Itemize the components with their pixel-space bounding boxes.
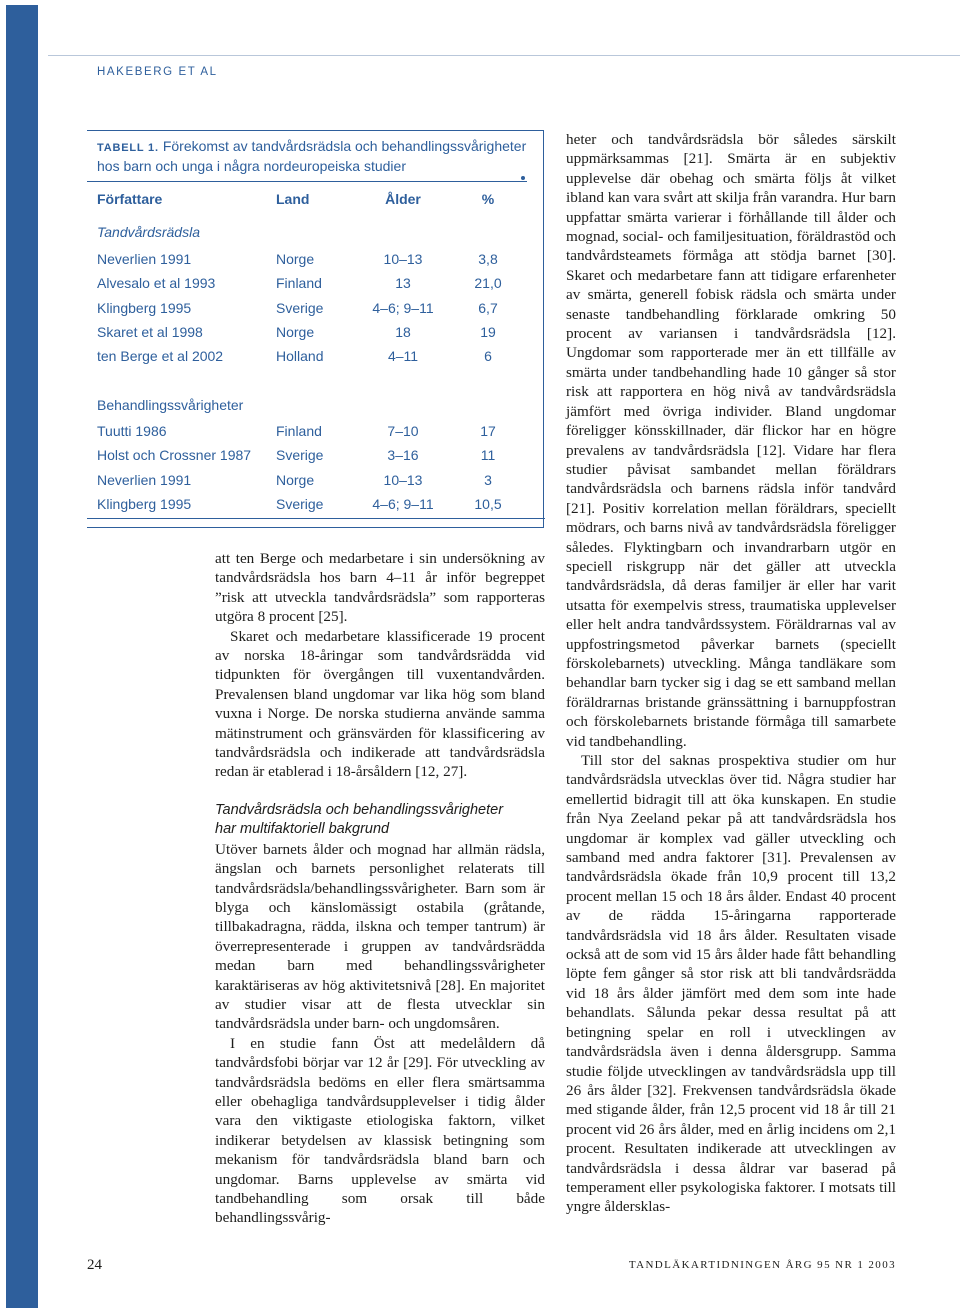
cell-author: Neverlien 1991 [97, 251, 192, 267]
cell-country: Norge [276, 472, 315, 488]
cell-age: 4–11 [387, 348, 419, 364]
cell-author: Holst och Crossner 1987 [97, 447, 252, 463]
paragraph: I en studie fann Öst att medelåldern då tandvårdsfobi börjar var 12 år [29]. För utveckling av tandvårdsrädsla bedöms en eller flera smärtsamma eller obehagliga tandvårdsupplevelser i tidig ålder vara den viktigaste etiologiska faktorn, vilket indikerar betydelsen av klassisk betingning som mekanism för tandvårdsrädsla bland barn och ungdomar. Barns upplevelse av smärta vid tandbehandling som orsak till både behandlingssvårig- [215, 1034, 545, 1227]
cell-percent: 6,7 [478, 300, 498, 316]
cell-age: 3–16 [387, 447, 419, 463]
cell-author: Klingberg 1995 [97, 300, 192, 316]
cell-percent: 3,8 [478, 251, 498, 267]
col-header-country: Land [276, 191, 310, 207]
cell-age: 13 [395, 275, 411, 291]
table-section-behaviour: Behandlingssvårigheter [97, 397, 244, 413]
cell-age: 4–6; 9–11 [372, 300, 434, 316]
cell-age: 7–10 [387, 423, 419, 439]
top-rule [48, 55, 960, 56]
section-subheading [215, 801, 545, 840]
table-section-fear: Tandvårdsrädsla [97, 224, 200, 240]
table-bottom-rule [87, 518, 545, 519]
journal-footer: TANDLÄKARTIDNINGEN ÅRG 95 NR 1 2003 [628, 1259, 896, 1271]
cell-age: 10–13 [383, 472, 423, 488]
cell-author: ten Berge et al 2002 [97, 348, 224, 364]
cell-country: Sverige [276, 300, 324, 316]
cell-country: Sverige [276, 447, 324, 463]
subheading-line-2: har multifaktoriell bakgrund [215, 821, 390, 838]
cell-country: Holland [276, 348, 324, 364]
table-caption [97, 137, 532, 175]
paragraph: Utöver barnets ålder och mognad har allmän rädsla, ängslan och barnets personlighet relaterats till tandvårdsrädsla/behandlingssvårigheter. Barn som är blyga och känslomässigt ostabila (gråtande, tillbakadragna, rädda, ilskna och temper tantrum) är överrepresenterade i gruppen av tandvårdsrädda medan barn med behandlingssvårigheter karaktäriseras av hög aktivitetsnivå [28]. En majoritet av studier visar att de flesta utvecklar sin tandvårdsrädsla under barn- och ungdomsåren. [215, 840, 545, 1033]
cell-percent: 11 [480, 447, 496, 463]
subheading-line-1: Tandvårdsrädsla och behandlingssvårigheter [215, 801, 504, 818]
table-header-rule [87, 181, 527, 182]
table-rule-dot [521, 176, 525, 180]
paragraph: heter och tandvårdsrädsla bör således särskilt uppmärksammas [21]. Smärta är en subjektiv upplevelse där obehag och smärta följs åt vilket ibland kan vara svårt att skilja från varandra. Hur barn uppfattar smärta varierar i förhållande till ålder och mognad, social- och familjesituation, föräldrastöd och tandvårdsteamets förmåga att stödja barnet [30]. Skaret och medarbetare fann att tidigare erfarenheter av smärta, generell fobisk rädsla och smärta under senaste tandbehandling förklarade omkring 50 procent av variansen i tandvårdsrädsla [12]. Ungdomar som rapporterade mer än ett tillfälle av smärta under tandbehandling hade 10 gånger så stor risk att rapportera en hög nivå av tandvårdsrädsla jämfört med övriga individer. Bland ungdomar föreligger könsskillnader, där flickor har en högre prevalens av tandvårdsrädsla [12]. Vidare har flera studier påvisat sambandet mellan föräldrars tandvårdsrädsla och barnens rädsla inför tandvård [21]. Positiv korrelation mellan föräldrars, speciellt mödrars, och barns nivå av tandvårdsrädsla föreligger således. Flyktingbarn och invandrarbarn utgör en speciell riskgrupp när det gäller att utveckla tandvårdsrädsla, då deras familjer är eller har varit utsatta för exempelvis stress, traumatiska upplevelser eller helt andra tandvårdssystem. Föräldrarnas val av uppfostringsmetod påverkar barnets (speciellt förskolebarnets) utveckling. Många tandläkare som behandlar barn tycker sig i dag se ett samband mellan föräldrarnas bristande gränssättning i barnuppfostran och förskolebarnets bristande förmåga till samarbete vid tandbehandling. [566, 131, 896, 750]
middle-column [215, 549, 545, 1228]
cell-author: Klingberg 1995 [97, 496, 192, 512]
paragraph: att ten Berge och medarbetare i sin undersökning av tandvårdsrädsla hos barn 4–11 år inför begreppet ”risk att utveckla tandvårdsrädsla” som rapporteras utgöra 8 procent [25]. [215, 550, 545, 626]
page-number: 24 [87, 1257, 102, 1273]
cell-author: Tuutti 1986 [97, 423, 167, 439]
cell-age: 10–13 [383, 251, 423, 267]
cell-age: 4–6; 9–11 [372, 496, 434, 512]
cell-percent: 21,0 [474, 275, 502, 291]
cell-author: Alvesalo et al 1993 [97, 275, 216, 291]
cell-percent: 17 [480, 423, 496, 439]
table-label: TABELL 1. [97, 142, 159, 154]
col-header-age: Ålder [385, 191, 421, 207]
cell-percent: 10,5 [474, 496, 502, 512]
running-head: HAKEBERG ET AL [97, 66, 218, 78]
right-column [566, 130, 896, 1217]
cell-age: 18 [395, 324, 411, 340]
cell-author: Neverlien 1991 [97, 472, 192, 488]
cell-percent: 19 [480, 324, 496, 340]
cell-author: Skaret et al 1998 [97, 324, 203, 340]
col-header-percent: % [481, 191, 495, 207]
cell-country: Finland [276, 423, 322, 439]
paragraph: Skaret och medarbetare klassificerade 19 procent av norska 18-åringar som tandvårdsrädda vid tidpunkten för övergången till vuxentandvården. Prevalensen bland ungdomar var lika hög som bland vuxna i Norge. De norska studierna använde samma mätinstrument och gränsvärden för klassificering av tandvårdsrädsla och indikerade att tandvårdsrädsla redan är etablerad i 18-årsåldern [12, 27]. [215, 627, 545, 781]
col-header-author: Författare [97, 191, 163, 207]
cell-country: Norge [276, 324, 315, 340]
cell-country: Sverige [276, 496, 324, 512]
table-caption-text: Förekomst av tandvårdsrädsla och behandlingssvårigheter hos barn och unga i några nordeuropeiska studier [97, 138, 527, 174]
cell-country: Finland [276, 275, 322, 291]
left-color-bar [6, 5, 38, 1308]
paragraph: Till stor del saknas prospektiva studier om hur tandvårdsrädsla utvecklas över tid. Några studier har emellertid bidragit till att öka kunskapen. En studie från Nya Zeeland pekar på att tandvårdsrädsla hos ungdomar är komplex vad gäller utveckling och samband med andra faktorer [31]. Prevalensen av tandvårdsrädsla ökade från 10,9 procent till 13,2 procent mellan 15 och 18 års ålder. Endast 40 procent av de rädda 15-åringarna rapporterade tandvårdsrädsla vid 18 års ålder. Resultaten visade också att de som vid 15 års ålder hade fått behandling löpte fem gånger så stor risk att bli tandvårdsrädda vid 18 års ålder jämfört med dem som inte hade behandlats. Sålunda pekar dessa resultat på att betingning spelar en roll i utvecklingen av tandvårdsrädsla även i denna åldersgrupp. Samma studie följde utvecklingen av tandvårdsrädsla upp till 26 års ålder [32]. Frekvensen tandvårdsrädsla ökade med stigande ålder, från 12,5 procent vid 18 år till 21 procent vid 26 års ålder, med en årlig incidens om 2,1 procent. Resultaten indikerade att utvecklingen av tandvårdsrädsla i dessa åldrar var baserad på temperament eller psykologiska faktorer. I motsats till yngre åldersklas- [566, 752, 896, 1216]
cell-country: Norge [276, 251, 315, 267]
cell-percent: 3 [484, 472, 492, 488]
cell-percent: 6 [484, 348, 492, 364]
